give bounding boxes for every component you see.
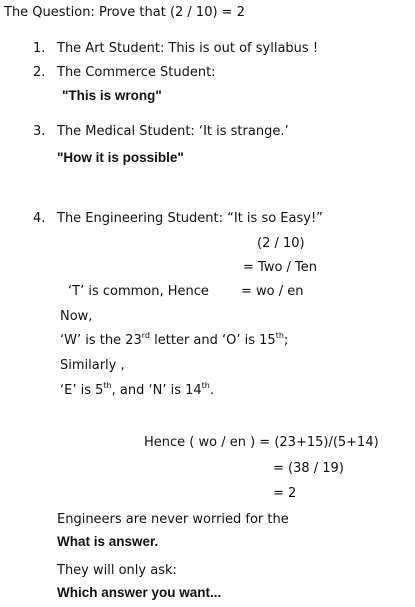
- footer-line: Engineers are never worried for the: [57, 512, 289, 527]
- item-quote: "This is wrong": [62, 88, 162, 103]
- explanation-line: ‘W’ is the 23rd letter and ‘O’ is 15th;: [60, 330, 289, 348]
- item-text: The Commerce Student:: [57, 65, 216, 80]
- footer-line: What is answer.: [57, 534, 159, 549]
- equation-line: = Two / Ten: [243, 260, 318, 275]
- item-text: The Art Student: This is out of syllabus !: [57, 41, 319, 56]
- item-number: 3.: [33, 124, 46, 139]
- item-text: The Engineering Student: “It is so Easy!”: [57, 211, 323, 226]
- equation-line: = wo / en: [241, 284, 304, 299]
- equation-line: Hence ( wo / en ) = (23+15)/(5+14): [144, 435, 379, 450]
- item-number: 4.: [33, 211, 46, 226]
- item-number: 2.: [33, 65, 46, 80]
- footer-line: They will only ask:: [57, 563, 177, 578]
- footer-line: Which answer you want...: [57, 585, 222, 600]
- explanation-line: Now,: [60, 309, 93, 324]
- explanation-line: ‘T’ is common, Hence: [68, 284, 209, 299]
- equation-line: (2 / 10): [257, 236, 305, 251]
- item-number: 1.: [33, 41, 46, 56]
- explanation-line: Similarly ,: [60, 358, 125, 373]
- question-line: The Question: Prove that (2 / 10) = 2: [4, 5, 245, 20]
- equation-line: = 2: [273, 486, 297, 501]
- explanation-line: ‘E’ is 5th, and ‘N’ is 14th.: [60, 380, 215, 398]
- item-text: The Medical Student: ‘It is strange.’: [57, 124, 289, 139]
- item-quote: "How it is possible": [57, 150, 184, 165]
- equation-line: = (38 / 19): [273, 461, 344, 476]
